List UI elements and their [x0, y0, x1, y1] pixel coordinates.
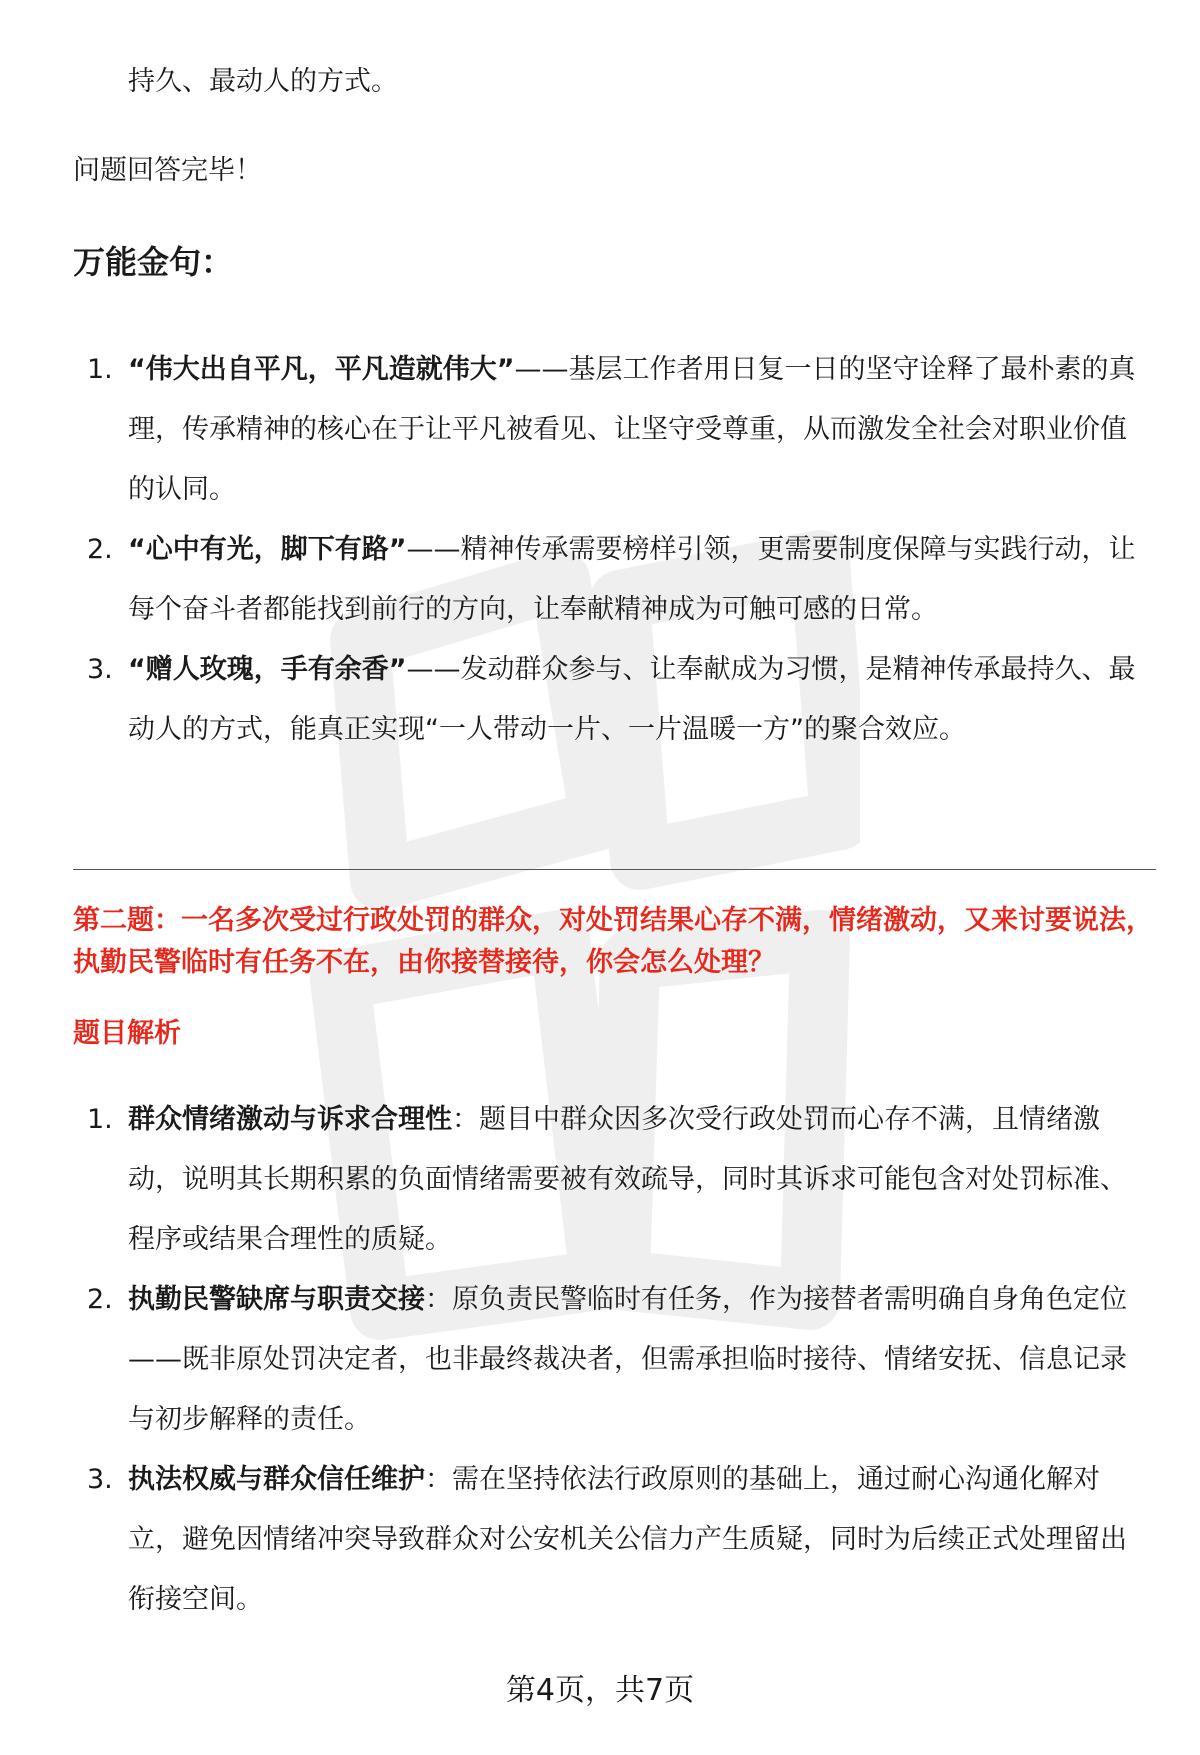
- list-item-number: 3.: [87, 1464, 113, 1495]
- list-item: [73, 1270, 1153, 1450]
- point-text: ：需在坚持依法行政原则的基础上，通过耐心沟通化解对立，避免因情绪冲突导致群众对公安机关公信力产生质疑，同时为后续正式处理留出衔接空间。: [128, 1464, 1127, 1615]
- point-text: ：原负责民警临时有任务，作为接替者需明确自身角色定位——既非原处罚决定者，也非最终裁决者，但需承担临时接待、情绪安抚、信息记录与初步解释的责任。: [128, 1284, 1127, 1435]
- list-item-number: 2.: [87, 1284, 113, 1315]
- list-item-number: 2.: [87, 534, 113, 565]
- list-item-number: 1.: [87, 354, 113, 385]
- question-title: 第二题：一名多次受过行政处罚的群众，对处罚结果心存不满，情绪激动，又来讨要说法，执勤民警临时有任务不在，由你接替接待，你会怎么处理？: [73, 905, 1153, 978]
- list-item: [73, 1090, 1153, 1270]
- quote-bold: “赠人玫瑰，手有余香”: [128, 654, 407, 685]
- page-number-footer: 第4页，共7页: [505, 1673, 695, 1708]
- analysis-heading: 题目解析: [73, 1018, 181, 1049]
- list-item: [73, 1450, 1153, 1630]
- quote-bold: “心中有光，脚下有路”: [128, 534, 407, 565]
- list-item: [73, 340, 1153, 520]
- list-item: [73, 640, 1153, 760]
- point-bold: 群众情绪激动与诉求合理性: [128, 1104, 452, 1135]
- answer-complete-line: 问题回答完毕！: [73, 155, 262, 186]
- golden-quotes-list: [73, 340, 1153, 760]
- quote-bold: “伟大出自平凡，平凡造就伟大”: [128, 354, 515, 385]
- list-item-number: 3.: [87, 654, 113, 685]
- point-bold: 执勤民警缺席与职责交接: [128, 1284, 425, 1315]
- quote-text: ——发动群众参与、让奉献成为习惯，是精神传承最持久、最动人的方式，能真正实现“一人带动一片、一片温暖一方”的聚合效应。: [128, 654, 1136, 745]
- quote-text: ——精神传承需要榜样引领，更需要制度保障与实践行动，让每个奋斗者都能找到前行的方向，让奉献精神成为可触可感的日常。: [128, 534, 1136, 625]
- list-item-number: 1.: [87, 1104, 113, 1135]
- analysis-list: [73, 1090, 1153, 1630]
- continued-text-line: 持久、最动人的方式。: [128, 66, 398, 97]
- golden-quotes-heading: 万能金句：: [73, 243, 234, 281]
- section-divider: [73, 869, 1156, 870]
- list-item: [73, 520, 1153, 640]
- quote-text: ——基层工作者用日复一日的坚守诠释了最朴素的真理，传承精神的核心在于让平凡被看见、让坚守受尊重，从而激发全社会对职业价值的认同。: [128, 354, 1136, 505]
- point-bold: 执法权威与群众信任维护: [128, 1464, 425, 1495]
- point-text: ：题目中群众因多次受行政处罚而心存不满，且情绪激动，说明其长期积累的负面情绪需要被有效疏导，同时其诉求可能包含对处罚标准、程序或结果合理性的质疑。: [128, 1104, 1127, 1255]
